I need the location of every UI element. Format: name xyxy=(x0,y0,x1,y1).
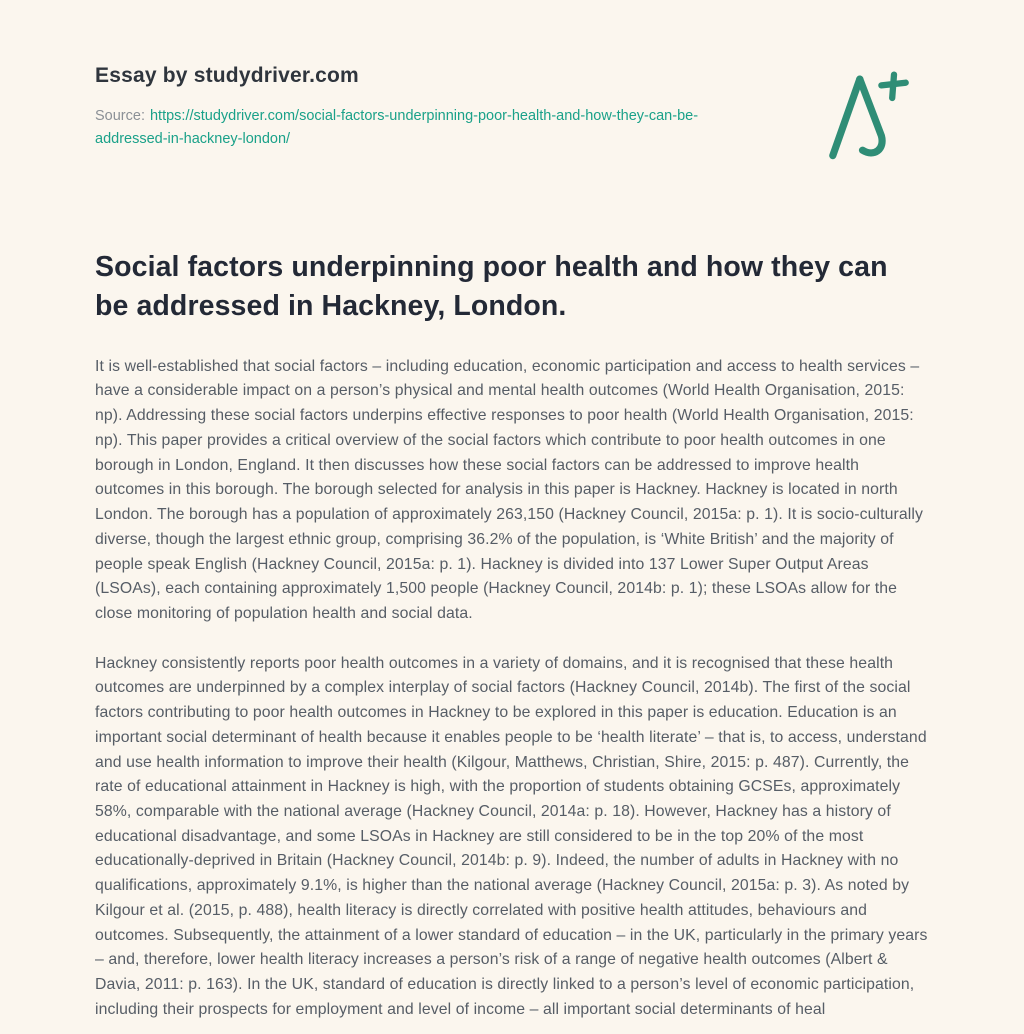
source-link[interactable]: https://studydriver.com/social-factors-underpinning-poor-health-and-how-they-can-be-addressed-in-hackney-london/ xyxy=(95,108,699,148)
studydriver-logo-icon xyxy=(822,68,912,164)
article-title: Social factors underpinning poor health and how they can be addressed in Hackney, London. xyxy=(95,251,888,322)
site-header xyxy=(95,64,928,151)
article xyxy=(95,248,928,1022)
article-paragraph-2: Hackney consistently reports poor health outcomes in a variety of domains, and it is recognised that these health outcomes are underpinned by a complex interplay of social factors (Hackney Council, 2014b). The first of the social factors contributing to poor health outcomes in Hackney to be explored in this paper is education. Education is an important social determinant of health because it enables people to be ‘health literate’ – that is, to access, understand and use health information to improve their health (Kilgour, Matthews, Christian, Shire, 2015: p. 487). Currently, the rate of educational attainment in Hackney is high, with the proportion of students obtaining GCSEs, approximately 58%, comparable with the national average (Hackney Council, 2014a: p. 18). However, Hackney has a history of educational disadvantage, and some LSOAs in Hackney are still considered to be in the top 20% of the most educationally-deprived in Britain (Hackney Council, 2014b: p. 9). Indeed, the number of adults in Hackney with no qualifications, approximately 9.1%, is higher than the national average (Hackney Council, 2015a: p. 3). As noted by Kilgour et al. (2015, p. 488), health literacy is directly correlated with positive health attitudes, behaviours and outcomes. Subsequently, the attainment of a lower standard of education – in the UK, particularly in the primary years – and, therefore, lower health literacy increases a person’s risk of a range of negative health outcomes (Albert & Davia, 2011: p. 163). In the UK, standard of education is directly linked to a person’s level of economic participation, including their prospects for employment and level of income – all important social determinants of heal xyxy=(95,654,928,1018)
source-line xyxy=(95,105,763,151)
article-body xyxy=(95,355,928,1023)
essay-byline: Essay by studydriver.com xyxy=(95,64,359,87)
source-label: Source: xyxy=(95,108,145,124)
article-paragraph-1: It is well-established that social factors – including education, economic participation and access to health services – have a considerable impact on a person’s physical and mental health outcomes (World Health Organisation, 2015: np). Addressing these social factors underpins effective responses to poor health (World Health Organisation, 2015: np). This paper provides a critical overview of the social factors which contribute to poor health outcomes in one borough in London, England. It then discusses how these social factors can be addressed to improve health outcomes in this borough. The borough selected for analysis in this paper is Hackney. Hackney is located in north London. The borough has a population of approximately 263,150 (Hackney Council, 2015a: p. 1). It is socio-culturally diverse, though the largest ethnic group, comprising 36.2% of the population, is ‘White British’ and the majority of people speak English (Hackney Council, 2015a: p. 1). Hackney is divided into 137 Lower Super Output Areas (LSOAs), each containing approximately 1,500 people (Hackney Council, 2014b: p. 1); these LSOAs allow for the close monitoring of population health and social data. xyxy=(95,357,923,622)
